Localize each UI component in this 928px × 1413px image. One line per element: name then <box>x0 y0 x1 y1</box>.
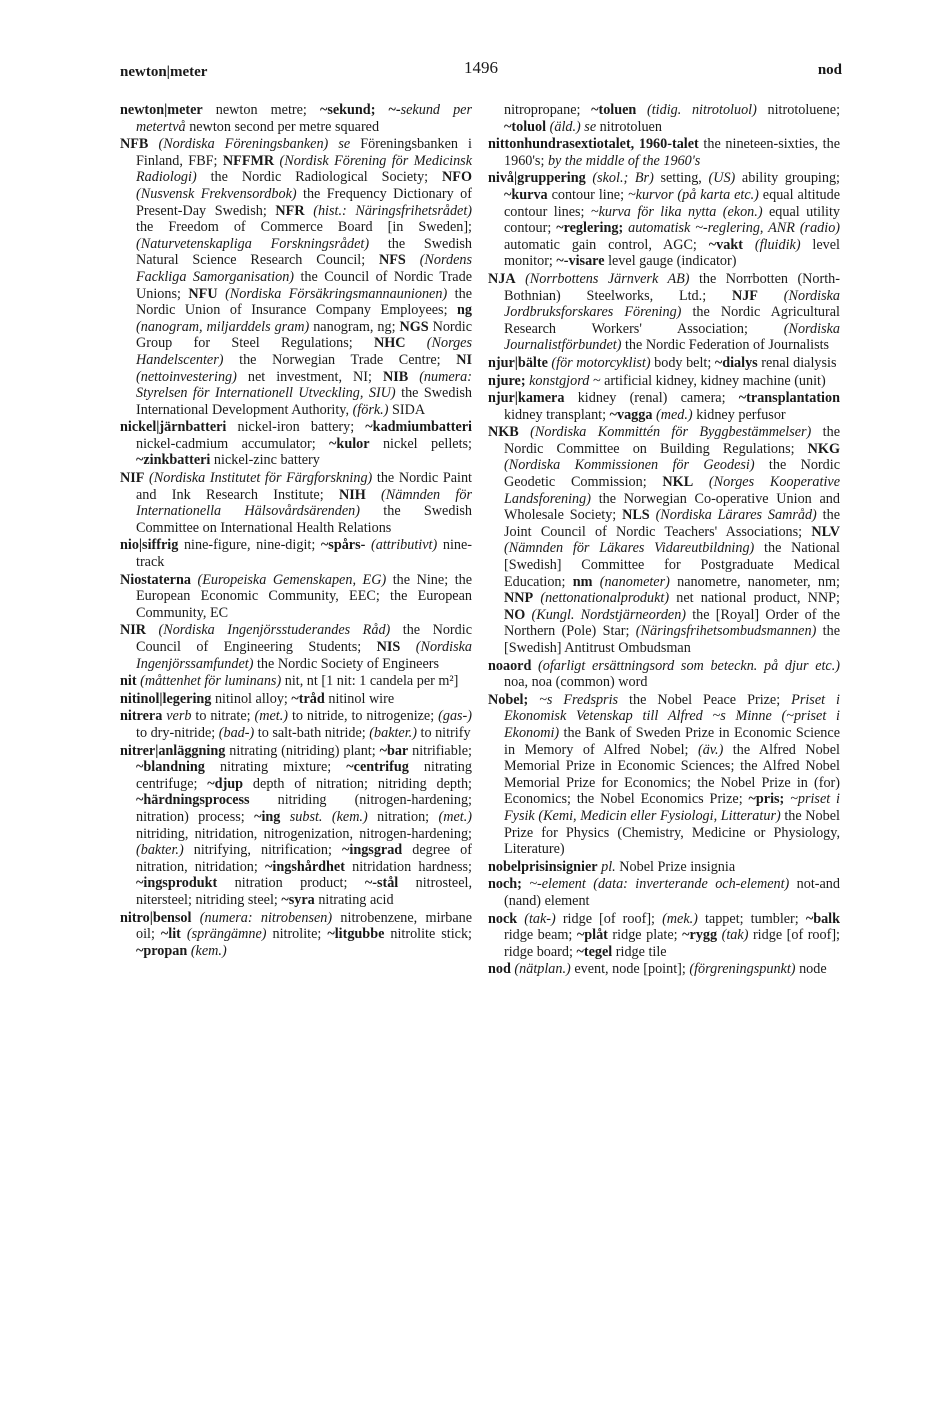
guide-word-right: nod <box>817 62 842 78</box>
page-number: 1496 <box>464 58 498 77</box>
dictionary-entry: noch; ~-element (data: inverterande och-element) not-and (nand) element <box>488 876 840 909</box>
dictionary-entry: njure; konstgjord ~ artificial kidney, kidney machine (unit) <box>488 372 826 389</box>
dictionary-entry: njur|bälte (för motorcyklist) body belt; ~dialys renal dialysis <box>488 354 837 371</box>
dictionary-entry: nit (måttenhet för luminans) nit, nt [1 nit: 1 candela per m²] <box>120 673 459 690</box>
dictionary-entry: nod (nätplan.) event, node [point]; (förgreningspunkt) node <box>488 961 827 978</box>
dictionary-entry: NKB (Nordiska Kommittén för Byggbestämmelser) the Nordic Committee on Building Regulations; NKG (Nordiska Kommissionen för Geodesi) the Nordic Geodetic Commission; NKL (Norges Kooperative Landsforening) the Norwegian Co-operative Union and Wholesale Society; NLS (Nordiska Lärares Samråd) the Joint Council of Nordic Teachers' Associations; NLV (Nämnden för Läkares Vidareutbildning) the National [Swedish] Committee for Postgraduate Medical Education; nm (nanometer) nanometre, nanometer, nm; NNP (nettonationalprodukt) net national product, NNP; NO (Kungl. Nordstjärneorden) the [Royal] Order of the Northern (Pole) Star; (Näringsfrihetsombudsmannen) the [Swedish] Antitrust Ombudsman <box>488 424 841 656</box>
dictionary-entry: nickel|järnbatteri nickel-iron battery; ~kadmiumbatteri nickel-cadmium accumulator; ~kulor nickel pellets; ~zinkbatteri nickel-zinc battery <box>120 419 472 469</box>
dictionary-entry: nock (tak-) ridge [of roof]; (mek.) tappet; tumbler; ~balk ridge beam; ~plåt ridge plate; ~rygg (tak) ridge [of roof]; ridge board; ~tegel ridge tile <box>488 910 841 960</box>
dictionary-entry: Niostaterna (Europeiska Gemenskapen, EG) the Nine; the European Economic Community, EEC; the European Community, EC <box>120 571 473 621</box>
right-column <box>488 102 840 979</box>
guide-word-left: newton|meter <box>120 64 208 80</box>
dictionary-entry: nitrera verb to nitrate; (met.) to nitride, to nitrogenize; (gas-) to dry-nitride; (bad-) to salt-bath nitride; (bakter.) to nitrify <box>120 708 473 741</box>
dictionary-entry: nitro|bensol (numera: nitrobensen) nitrobenzene, mirbane oil; ~lit (sprängämne) nitrolite; ~litgubbe nitrolite stick; ~propan (kem.) <box>120 909 473 959</box>
dictionary-entry: NJA (Norrbottens Järnverk AB) the Norrbotten (North-Bothnian) Steelworks, Ltd.; NJF (Nordiska Jordbruksforskares Förening) the Nordic Agricultural Research Workers' Association; (Nordiska Journalistförbundet) the Nordic Federation of Journalists <box>488 270 841 354</box>
dictionary-entry: newton|meter newton metre; ~sekund; ~-sekund per metertvå newton second per metre squared <box>120 102 472 135</box>
dictionary-entry: nio|siffrig nine-figure, nine-digit; ~spårs- (attributivt) nine-track <box>120 537 473 571</box>
running-head <box>120 58 842 82</box>
dictionary-entry: nitrer|anläggning nitrating (nitriding) plant; ~bar nitrifiable; ~blandning nitrating mixture; ~centrifug nitrating centrifuge; ~djup depth of nitration; nitriding depth; ~härdningsprocess nitriding (nitrogen-hardening; nitration) process; ~ing subst. (kem.) nitration; (met.) nitriding, nitridation, nitrogenization, nitrogen-hardening; (bakter.) nitrifying, nitrification; ~ingsgrad degree of nitration, nitridation; ~ingshårdhet nitridation hardness; ~ingsprodukt nitration product; ~-stål nitrosteel, nitersteel; nitriding steel; ~syra nitrating acid <box>120 742 472 908</box>
dictionary-entry: NIF (Nordiska Institutet för Färgforskning) the Nordic Paint and Ink Research Institute; NIH (Nämnden för Internationella Hälsovårdsärenden) the Swedish Committee on International Health Relations <box>120 470 472 536</box>
dictionary-entry: nobelprisinsignier pl. Nobel Prize insignia <box>488 858 736 875</box>
dictionary-entry: nittonhundrasextiotalet, 1960-talet the nineteen-sixties, the 1960's; by the middle of the 1960's <box>488 136 840 169</box>
dictionary-entry: NFB (Nordiska Föreningsbanken) se Föreningsbanken i Finland, FBF; NFFMR (Nordisk Förening för Medicinsk Radiologi) the Nordic Radiological Society; NFO (Nusvensk Frekvensordbok) the Frequency Dictionary of Present-Day Swedish; NFR (hist.: Näringsfrihetsrådet) the Freedom of Commerce Board [in Sweden]; (Naturvetenskapliga Forskningsrådet) the Swedish Natural Science Research Council; NFS (Nordens Fackliga Samorganisation) the Council of Nordic Trade Unions; NFU (Nordiska Försäkringsmannaunionen) the Nordic Union of Insurance Company Employees; ng (nanogram, miljarddels gram) nanogram, ng; NGS Nordic Group for Steel Regulations; NHC (Norges Handelscenter) the Norwegian Trade Centre; NI (nettoinvestering) net investment, NI; NIB (numera: Styrelsen för Internationell Utveckling, SIU) the Swedish International Development Authority, (förk.) SIDA <box>120 136 473 418</box>
left-column <box>120 102 472 960</box>
dictionary-entry: NIR (Nordiska Ingenjörsstuderandes Råd) the Nordic Council of Engineering Students; NIS (Nordiska Ingenjörssamfundet) the Nordic Society of Engineers <box>120 622 472 672</box>
dictionary-entry: Nobel; ~s Fredspris the Nobel Peace Prize; Priset i Ekonomisk Vetenskap till Alfred ~s Minne (~priset i Ekonomi) the Bank of Sweden Prize in Economic Science in Memory of Alfred Nobel; (äv.) the Alfred Nobel Memorial Prize in Economic Sciences; the Alfred Nobel Memorial Prize for Economics; the Nobel Prize in (for) Economics; the Nobel Economics Prize; ~pris; ~priset i Fysik (Kemi, Medicin eller Fysiologi, Litteratur) the Nobel Prize for Physics (Chemistry, Medicine or Physiology, Literature) <box>488 691 841 858</box>
dictionary-entry: nivå|gruppering (skol.; Br) setting, (US) ability grouping; ~kurva contour line; ~kurvor (på karta etc.) equal altitude contour lines; ~kurva för lika nytta (ekon.) equal utility contour; ~reglering; automatisk ~-reglering, ANR (radio) automatic gain control, AGC; ~vakt (fluidik) level monitor; ~-visare level gauge (indicator) <box>488 170 841 270</box>
dictionary-entry: njur|kamera kidney (renal) camera; ~transplantation kidney transplant; ~vagga (med.) kidney perfusor <box>488 390 840 423</box>
dictionary-entry: noaord (ofarligt ersättningsord som beteckn. på djur etc.) noa, noa (common) word <box>488 657 840 691</box>
dictionary-entry-continuation: nitropropane; ~toluen (tidig. nitrotoluol) nitrotoluene; ~toluol (äld.) se nitrotoluen <box>504 102 841 135</box>
dictionary-entry: nitinol|legering nitinol alloy; ~tråd nitinol wire <box>120 690 395 707</box>
